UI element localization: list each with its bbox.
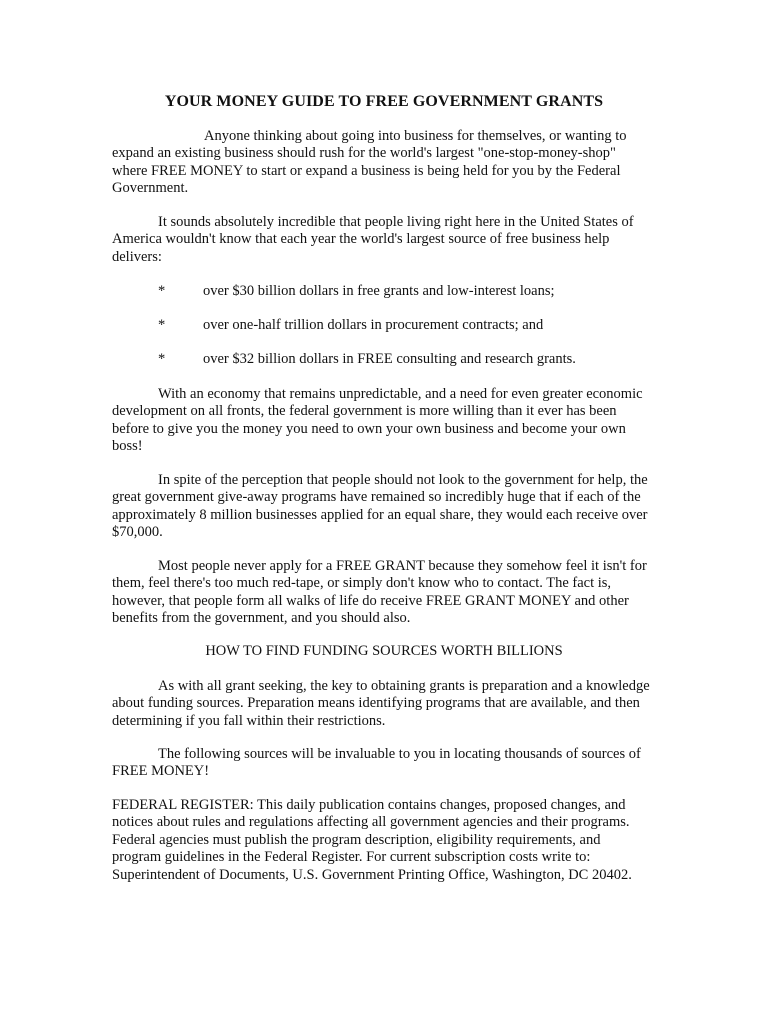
bullet-item	[158, 317, 658, 335]
bullet-text: over $32 billion dollars in FREE consulting and research grants.	[203, 351, 576, 367]
paragraph-sources: The following sources will be invaluable to you in locating thousands of sources of FREE MONEY!	[112, 746, 641, 780]
bullet-asterisk: *	[158, 351, 166, 367]
paragraph-economy: With an economy that remains unpredictable, and a need for even greater economic development on all fronts, the federal government is more willing than it ever has been before to give you the money you need to own your own business and become your own boss!	[112, 386, 643, 455]
paragraph-grant-seeking: As with all grant seeking, the key to obtaining grants is preparation and a knowledge about funding sources. Preparation means identifying programs that are available, and then determining if you fall within their restrictions.	[112, 678, 650, 729]
paragraph-incredible: It sounds absolutely incredible that people living right here in the United States of America wouldn't know that each year the world's largest source of free business help delivers:	[112, 214, 634, 265]
document-title: YOUR MONEY GUIDE TO FREE GOVERNMENT GRANTS	[164, 93, 604, 110]
section-heading: HOW TO FIND FUNDING SOURCES WORTH BILLIONS	[205, 643, 563, 659]
bullet-text: over one-half trillion dollars in procurement contracts; and	[203, 317, 544, 333]
bullet-item	[158, 351, 658, 369]
paragraph-intro: Anyone thinking about going into business for themselves, or wanting to expand an existing business should rush for the world's largest "one-stop-money-shop" where FREE MONEY to start or expand a business is being held for you by the Federal Government.	[112, 128, 627, 197]
bullet-item	[158, 283, 658, 301]
paragraph-federal-register: FEDERAL REGISTER: This daily publication contains changes, proposed changes, and notices about rules and regulations affecting all government agencies and their programs. Federal agencies must publish the program description, eligibility requirements, and program guidelines in the Federal Register. For current subscription costs write to: Superintendent of Documents, U.S. Government Printing Office, Washington, DC 20402.	[112, 797, 632, 883]
bullet-text: over $30 billion dollars in free grants and low-interest loans;	[203, 283, 555, 299]
bullet-asterisk: *	[158, 317, 166, 333]
paragraph-free-grant: Most people never apply for a FREE GRANT because they somehow feel it isn't for them, feel there's too much red-tape, or simply don't know who to contact. The fact is, however, that people form all walks of life do receive FREE GRANT MONEY and other benefits from the government, and you should also.	[112, 558, 647, 627]
bullet-asterisk: *	[158, 283, 166, 299]
paragraph-perception: In spite of the perception that people should not look to the government for help, the great government give-away programs have remained so incredibly huge that if each of the approximately 8 million businesses applied for an equal share, they would each receive over $70,000.	[112, 472, 648, 541]
